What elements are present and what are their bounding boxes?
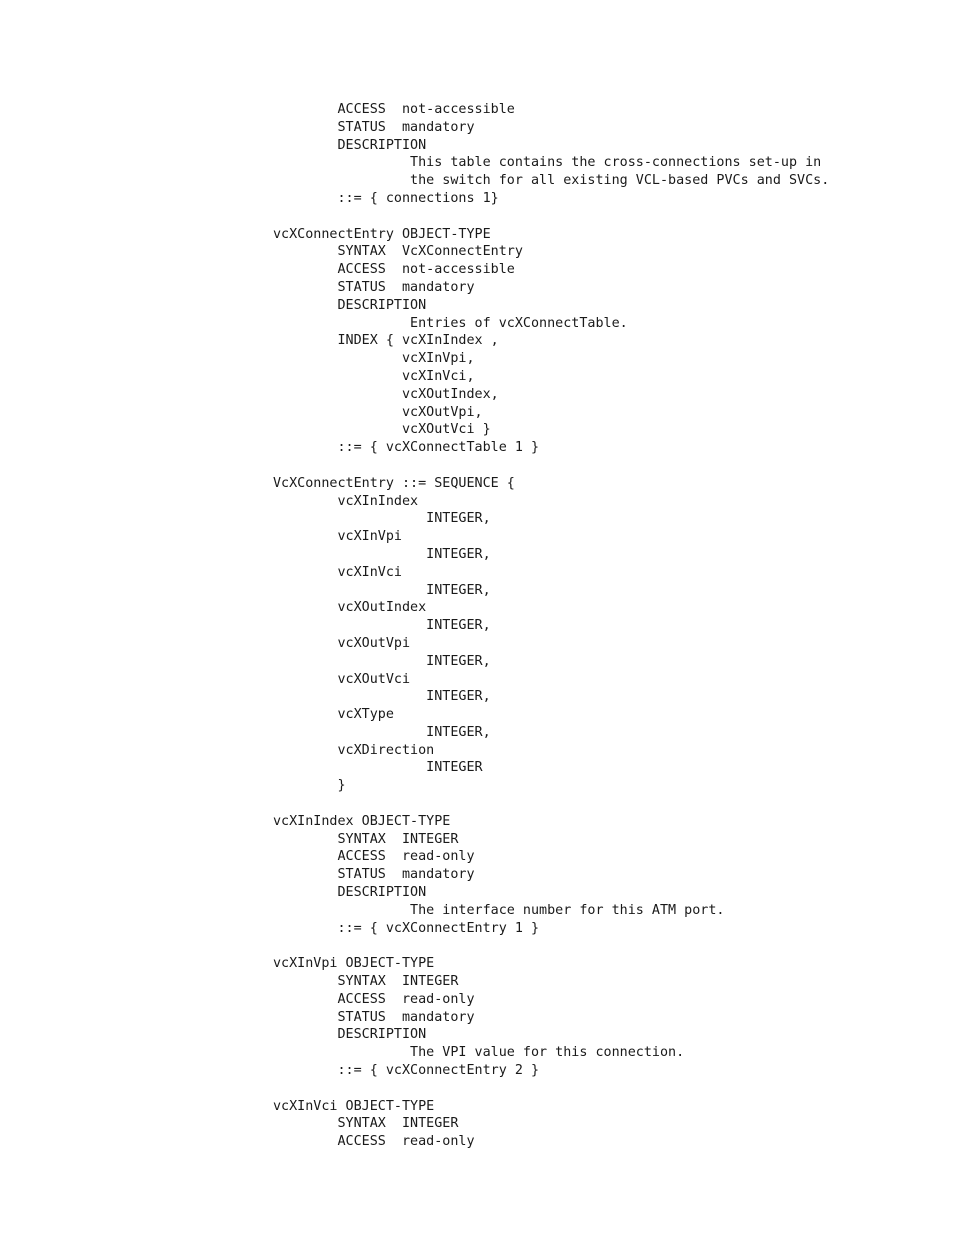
text-line: ACCESS not-accessible — [273, 102, 515, 117]
text-line: vcXOutVpi — [273, 635, 411, 651]
text-line: ::= { vcXConnectEntry 2 } — [273, 1063, 540, 1079]
text-line: vcXInIndex — [273, 493, 419, 509]
text-line: STATUS mandatory — [273, 119, 475, 135]
text-line: INTEGER, — [273, 511, 491, 527]
text-line: ACCESS read-only — [273, 1134, 475, 1150]
text-line: vcXType — [273, 707, 394, 723]
text-line: vcXInVci OBJECT-TYPE — [273, 1098, 435, 1114]
text-line: ACCESS read-only — [273, 991, 475, 1007]
text-line: DESCRIPTION — [273, 885, 427, 901]
text-line: STATUS mandatory — [273, 867, 475, 883]
text-line: vcXInVpi — [273, 529, 402, 545]
text-line: ::= { vcXConnectEntry 1 } — [273, 920, 540, 936]
text-line: vcXInIndex OBJECT-TYPE — [273, 813, 451, 829]
text-line: SYNTAX INTEGER — [273, 974, 459, 990]
text-line: vcXOutVci — [273, 671, 411, 687]
text-line: SYNTAX INTEGER — [273, 1116, 459, 1132]
text-line: ::= { vcXConnectTable 1 } — [273, 440, 540, 456]
text-line: INTEGER, — [273, 582, 491, 598]
text-line: SYNTAX INTEGER — [273, 831, 459, 847]
text-line: vcXOutIndex — [273, 600, 427, 616]
text-line: The VPI value for this connection. — [273, 1045, 685, 1061]
text-line: vcXInVci — [273, 564, 402, 580]
text-line: STATUS mandatory — [273, 279, 475, 295]
text-line: DESCRIPTION — [273, 297, 427, 313]
text-line: INTEGER, — [273, 618, 491, 634]
text-line: INDEX { vcXInIndex , — [273, 333, 499, 349]
text-line: vcXInVpi, — [273, 351, 475, 367]
blank-line — [273, 457, 829, 475]
blank-line — [273, 1080, 829, 1098]
text-line: Entries of vcXConnectTable. — [273, 315, 628, 331]
text-line: DESCRIPTION — [273, 1027, 427, 1043]
text-line: ACCESS not-accessible — [273, 262, 515, 278]
text-line: SYNTAX VcXConnectEntry — [273, 244, 523, 260]
text-line: INTEGER, — [273, 689, 491, 705]
blank-line — [273, 795, 829, 813]
text-line: vcXOutIndex, — [273, 386, 499, 402]
text-line: VcXConnectEntry ::= SEQUENCE { — [273, 475, 515, 491]
text-line: vcXDirection — [273, 742, 435, 758]
text-line: DESCRIPTION — [273, 137, 427, 153]
text-line: vcXOutVci } — [273, 422, 491, 438]
text-line: The interface number for this ATM port. — [273, 902, 725, 918]
text-line: the switch for all existing VCL-based PVCs and SVCs. — [273, 173, 830, 189]
text-line: vcXInVci, — [273, 368, 475, 384]
text-line: INTEGER, — [273, 653, 491, 669]
blank-line — [273, 937, 829, 955]
text-line: INTEGER — [273, 760, 483, 776]
text-line: ::= { connections 1} — [273, 190, 499, 206]
text-line: INTEGER, — [273, 546, 491, 562]
text-line: } — [273, 778, 346, 794]
blank-line — [273, 208, 829, 226]
mib-definition-text — [273, 101, 829, 1151]
text-line: This table contains the cross-connections set-up in — [273, 155, 822, 171]
text-line: vcXInVpi OBJECT-TYPE — [273, 956, 435, 972]
text-line: ACCESS read-only — [273, 849, 475, 865]
text-line: vcXConnectEntry OBJECT-TYPE — [273, 226, 491, 242]
text-line: STATUS mandatory — [273, 1009, 475, 1025]
text-line: vcXOutVpi, — [273, 404, 483, 420]
text-line: INTEGER, — [273, 724, 491, 740]
